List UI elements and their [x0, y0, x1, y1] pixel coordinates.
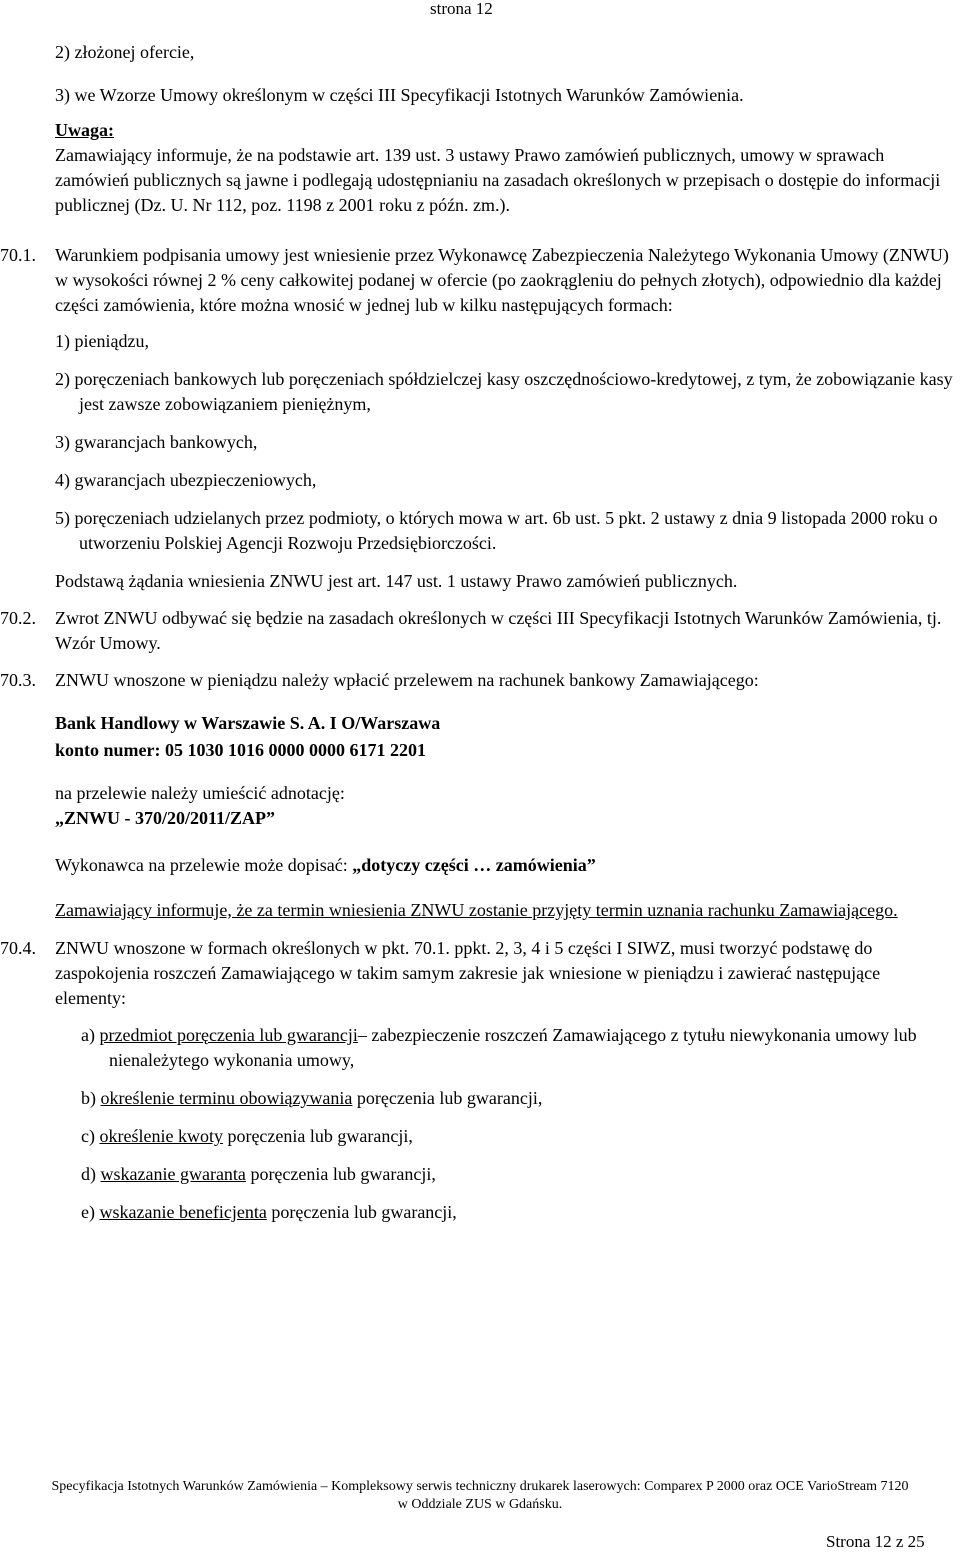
may-add-line: [55, 853, 953, 878]
section-70-3-text: ZNWU wnoszone w pieniądzu należy wpłacić przelewem na rachunek bankowy Zamawiającego:: [55, 670, 759, 690]
section-70-3-number: 70.3.: [0, 670, 36, 690]
element-key: określenie terminu obowiązywania: [100, 1088, 353, 1108]
element-rest: – zabezpieczenie roszczeń Zamawiającego z tytułu niewykonania umowy lub nienależytego wykonania umowy,: [109, 1025, 917, 1070]
page-header-label: strona 12: [430, 0, 493, 18]
section-70-4-text: ZNWU wnoszone w formach określonych w pkt. 70.1. ppkt. 2, 3, 4 i 5 części I SIWZ, musi tworzyć podstawę do zaspokojenia roszczeń Zamawiającego w takim samym zakresie jak wniesione w pieniądzu i zawierać następujące elementy:: [55, 938, 881, 1008]
document-body: [0, 40, 953, 1225]
transfer-annotation-value: „ZNWU - 370/20/2011/ZAP”: [55, 808, 276, 828]
form-item-5: 5) poręczeniach udzielanych przez podmioty, o których mowa w art. 6b ust. 5 pkt. 2 ustawy z dnia 9 listopada 2000 roku o utworzeniu Polskiej Agencji Rozwoju Przedsiębiorczości.: [55, 508, 938, 553]
uwaga-label: Uwaga:: [55, 120, 114, 140]
section-70-1: [0, 243, 953, 594]
section-70-4-number: 70.4.: [0, 938, 36, 958]
section-70-2: [0, 606, 953, 656]
element-key: wskazanie beneficjenta: [99, 1202, 267, 1222]
element-letter: e): [81, 1202, 100, 1222]
element-key: wskazanie gwaranta: [100, 1164, 246, 1184]
bank-name: Bank Handlowy w Warszawie S. A. I O/Warszawa: [55, 713, 441, 733]
element-key: określenie kwoty: [99, 1126, 223, 1146]
page-number: Strona 12 z 25: [826, 1532, 925, 1551]
payment-date-notice: Zamawiający informuje, że za termin wniesienia ZNWU zostanie przyjęty termin uznania rachunku Zamawiającego.: [55, 900, 898, 920]
element-letter: b): [81, 1088, 101, 1108]
element-item-a: [81, 1023, 953, 1073]
element-item-d: [81, 1162, 953, 1187]
may-add-prefix: Wykonawca na przelewie może dopisać:: [55, 855, 353, 875]
bank-account: konto numer: 05 1030 1016 0000 0000 6171 2201: [55, 740, 427, 760]
form-item-2: 2) poręczeniach bankowych lub poręczeniach spółdzielczej kasy oszczędnościowo-kredytowej, z tym, że zobowiązanie kasy jest zawsze zobowiązaniem pieniężnym,: [55, 369, 953, 414]
element-letter: c): [81, 1126, 100, 1146]
section-70-4: [0, 936, 953, 1225]
element-rest: poręczenia lub gwarancji,: [352, 1088, 543, 1108]
intro-item-2: 2) złożonej ofercie,: [55, 42, 195, 62]
elements-list: [55, 1023, 953, 1225]
transfer-annotation-label: na przelewie należy umieścić adnotację:: [55, 783, 345, 803]
footer-line-2: w Oddziale ZUS w Gdańsku.: [397, 1497, 563, 1512]
element-rest: poręczenia lub gwarancji,: [245, 1164, 436, 1184]
element-rest: poręczenia lub gwarancji,: [222, 1126, 413, 1146]
element-item-e: [81, 1200, 953, 1225]
page-footer: [0, 1478, 960, 1514]
section-70-1-text: Warunkiem podpisania umowy jest wniesienie przez Wykonawcę Zabezpieczenia Należytego Wykonania Umowy (ZNWU) w wysokości równej 2 % ceny całkowitej podanej w ofercie (po zaokrągleniu do pełnych złotych), odpowiednio dla każdej części zamówienia, które można wnosić w jednej lub w kilku następujących formach:: [55, 245, 949, 315]
form-item-3: 3) gwarancjach bankowych,: [55, 432, 258, 452]
form-item-4: 4) gwarancjach ubezpieczeniowych,: [55, 470, 317, 490]
section-70-1-number: 70.1.: [0, 245, 36, 265]
footer-line-1: Specyfikacja Istotnych Warunków Zamówienia – Kompleksowy serwis techniczny drukarek laserowych: Comparex P 2000 oraz OCE VarioStream 7120: [51, 1479, 909, 1494]
may-add-value: „dotyczy części … zamówienia”: [352, 855, 596, 875]
element-key: przedmiot poręczenia lub gwarancji: [99, 1025, 358, 1045]
element-item-b: [81, 1086, 953, 1111]
section-70-2-number: 70.2.: [0, 608, 36, 628]
znwu-legal-basis: Podstawą żądania wniesienia ZNWU jest art. 147 ust. 1 ustawy Prawo zamówień publicznych.: [55, 571, 738, 591]
uwaga-text: Zamawiający informuje, że na podstawie art. 139 ust. 3 ustawy Prawo zamówień publicznych, umowy w sprawach zamówień publicznych są jawne i podlegają udostępnianiu na zasadach określonych w przepisach o dostępie do informacji publicznej (Dz. U. Nr 112, poz. 1198 z 2001 roku z późn. zm.).: [55, 145, 941, 215]
section-70-3: [0, 668, 953, 923]
element-rest: poręczenia lub gwarancji,: [266, 1202, 457, 1222]
form-item-1: 1) pieniądzu,: [55, 331, 149, 351]
intro-item-3: 3) we Wzorze Umowy określonym w części III Specyfikacji Istotnych Warunków Zamówienia.: [55, 85, 744, 105]
element-letter: d): [81, 1164, 101, 1184]
element-letter: a): [81, 1025, 100, 1045]
element-item-c: [81, 1124, 953, 1149]
section-70-2-text: Zwrot ZNWU odbywać się będzie na zasadach określonych w części III Specyfikacji Istotnych Warunków Zamówienia, tj. Wzór Umowy.: [55, 608, 942, 653]
